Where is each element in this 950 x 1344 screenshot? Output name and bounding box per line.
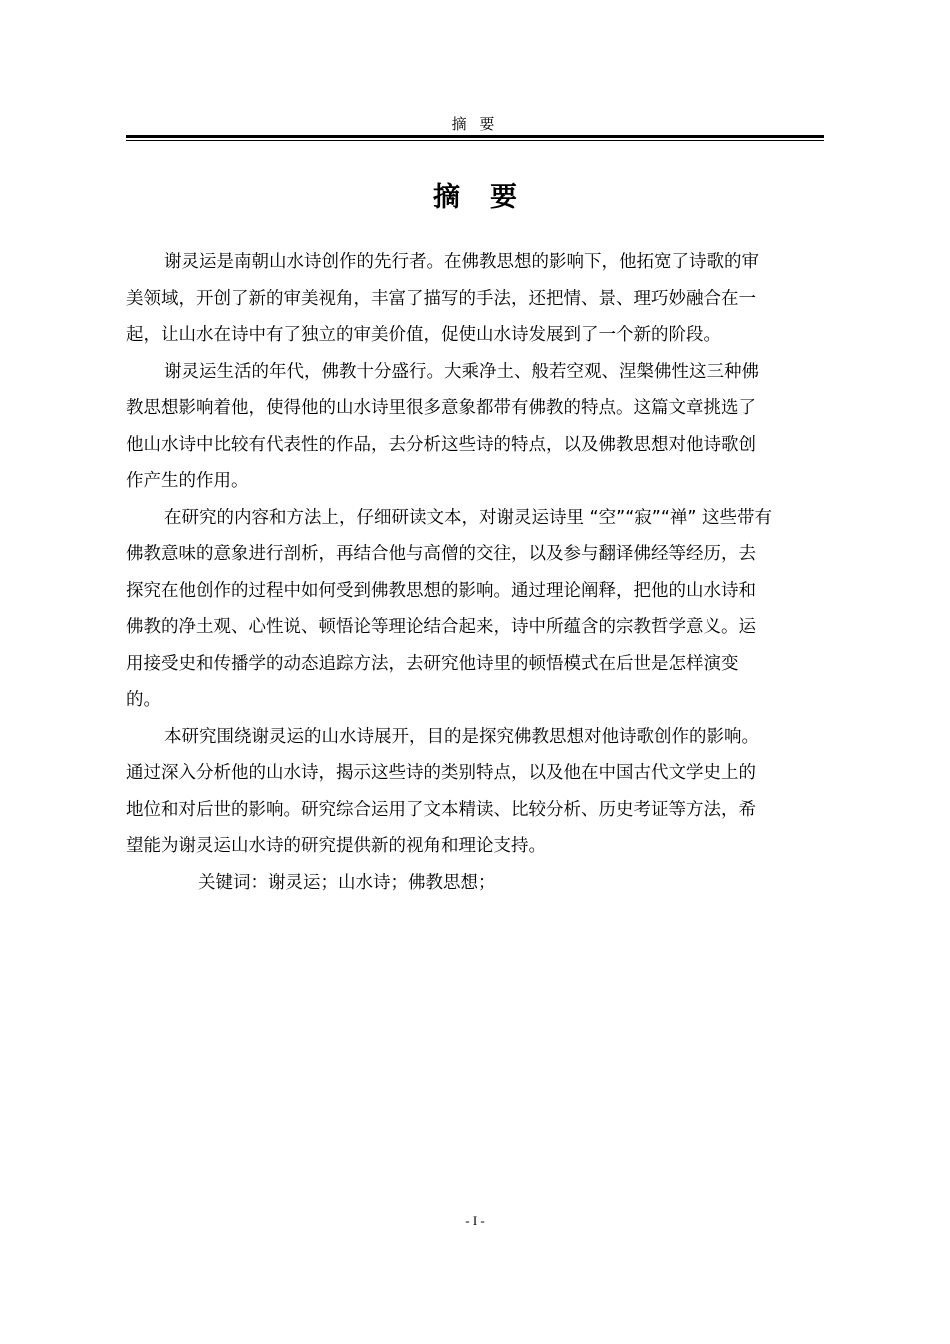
keywords-line: 关键词：谢灵运；山水诗；佛教思想； [198,872,496,893]
header-rule-thick [126,135,824,138]
abstract-paragraph-2: 谢灵运生活的年代，佛教十分盛行。大乘净土、般若空观、涅槃佛性这三种佛 教思想影响着他，使得他的山水诗里很多意象都带有佛教的特点。这篇文章挑选了 他山水诗中比较有代表性的作品，去分析这些诗的特点，以及佛教思想对他诗歌创 作产生的作用。 [126,361,759,491]
abstract-paragraph-3: 在研究的内容和方法上，仔细研读文本，对谢灵运诗里 “空”“寂”“禅” 这些带有 佛教意味的意象进行剖析，再结合他与高僧的交往，以及参与翻译佛经等经历，去 探究在他创作的过程中如何受到佛教思想的影响。通过理论阐释，把他的山水诗和 佛教的净土观、心性说、顿悟论等理论结合起来，诗中所蕴含的宗教哲学意义。运 用接受史和传播学的动态追踪方法，去研究他诗里的顿悟模式在后世是怎样演变 的。 [126,507,773,710]
header-rule-thin [126,140,824,141]
abstract-paragraph-4: 本研究围绕谢灵运的山水诗展开，目的是探究佛教思想对他诗歌创作的影响。 通过深入分析他的山水诗，揭示这些诗的类别特点，以及他在中国古代文学史上的 地位和对后世的影响。研究综合运用了文本精读、比较分析、历史考证等方法，希 望能为谢灵运山水诗的研究提供新的视角和理论支持。 [126,726,759,856]
abstract-paragraph-1: 谢灵运是南朝山水诗创作的先行者。在佛教思想的影响下，他拓宽了诗歌的审 美领域，开创了新的审美视角，丰富了描写的手法，还把情、景、理巧妙融合在一 起，让山水在诗中有了独立的审美价值，促使山水诗发展到了一个新的阶段。 [126,252,759,345]
abstract-body [126,244,824,901]
running-header: 摘 要 [451,115,499,133]
page-number: - I - [465,1213,485,1228]
page-title: 摘要 [433,182,547,213]
